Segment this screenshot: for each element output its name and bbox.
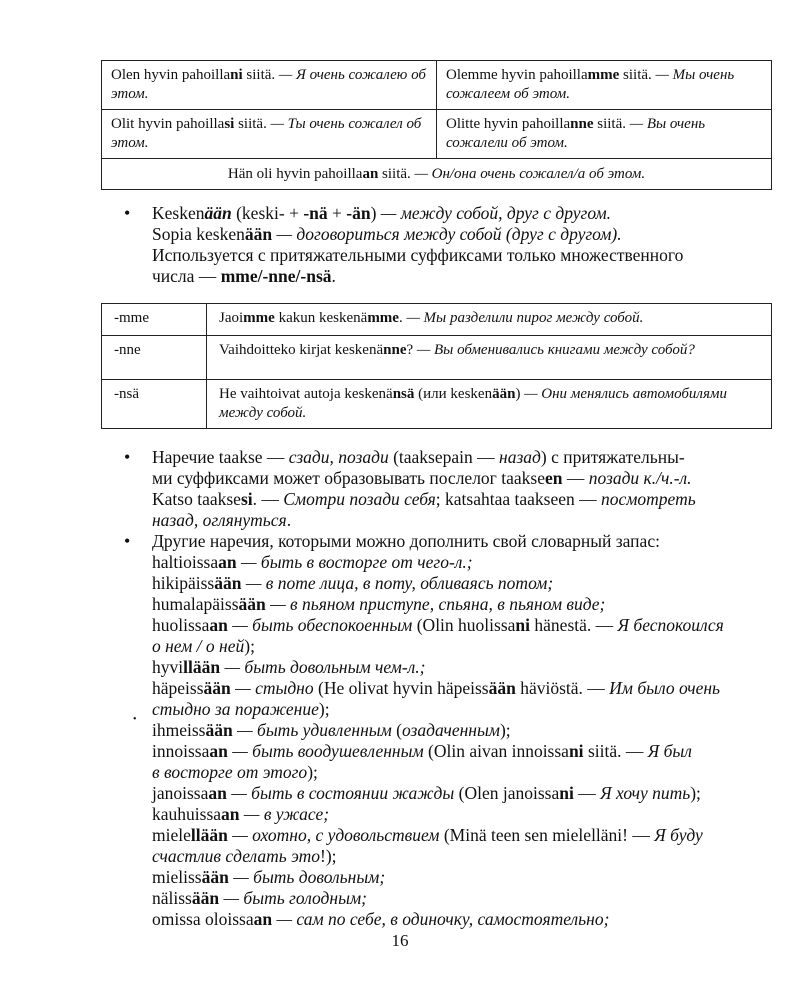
list-item: hyvillään — быть довольным чем-л.; (152, 657, 426, 677)
list-item: humalapäissään — в пьяном приступе, спьяна, в пьяном виде; (152, 594, 606, 614)
bullet-icon: • (124, 447, 131, 467)
example-cell: He vaihtoivat autoja keskenänsä (или keskenään) — Они менялись автомобилями между собой. (207, 380, 772, 429)
text-line: назад, оглянуться. (152, 510, 292, 530)
example-cell: Jaoimme kakun keskenämme. — Мы разделили пирог между собой. (207, 304, 772, 336)
text-line: Используется с притяжательными суффиксами только множественного (152, 245, 684, 265)
list-item: omissa oloissaan — сам по себе, в одиночку, самостоятельно; (152, 909, 610, 929)
list-item: haltioissaan — быть в восторге от чего-л.; (152, 552, 473, 572)
example-cell: Vaihdoitteko kirjat keskenänne? — Вы обменивались книгами между собой? (207, 336, 772, 380)
adverbs-section (124, 531, 787, 930)
text-line: Наречие taakse — сзади, позади (taaksepain — назад) с притяжательны- (152, 447, 685, 467)
list-item: ihmeissään — быть удивленным (озадаченным); (152, 720, 511, 740)
text-line: счастлив сделать это!); (152, 846, 337, 866)
table-cell: Olit hyvin pahoillasi siitä. — Ты очень сожалел об этом. (102, 110, 437, 159)
list-item: häpeissään — стыдно (He olivat hyvin häpeissään häviöstä. — Им было очень (152, 678, 721, 698)
text-line: в восторге от этого); (152, 762, 318, 782)
suffix-cell: -nsä (102, 380, 207, 429)
page-number: 16 (391, 931, 409, 950)
text-line: ми суффиксами может образовывать послелог taakseen — позади к./ч.-л. (152, 468, 692, 488)
text-line: о нем / о ней); (152, 636, 255, 656)
list-item: mielellään — охотно, с удовольствием (Minä teen sen mielelläni! — Я буду (152, 825, 703, 845)
list-item: janoissaan — быть в состоянии жажды (Olen janoissani — Я хочу пить); (152, 783, 701, 803)
text-line: Keskenään (keski- + -nä + -än) — между собой, друг с другом. (152, 203, 611, 223)
list-item: nälissään — быть голодным; (152, 888, 367, 908)
list-item: kauhuissaan — в ужасе; (152, 804, 330, 824)
list-item: innoissaan — быть воодушевленным (Olin aivan innoissani siitä. — Я был (152, 741, 692, 761)
suffix-cell: -nne (102, 336, 207, 380)
text-line: стыдно за поражение); (152, 699, 330, 719)
possessive-table (101, 60, 772, 190)
table-cell: Olen hyvin pahoillani siitä. — Я очень сожалею об этом. (102, 61, 437, 110)
table-cell: Olemme hyvin pahoillamme siitä. — Мы очень сожалеем об этом. (437, 61, 772, 110)
table-cell: Olitte hyvin pahoillanne siitä. — Вы очень сожалели об этом. (437, 110, 772, 159)
suffix-cell: -mme (102, 304, 207, 336)
table-cell: Hän oli hyvin pahoillaan siitä. — Он/она очень сожалел/а об этом. (102, 159, 772, 190)
text-line: Другие наречия, которыми можно дополнить свой словарный запас: (152, 531, 660, 551)
list-item: mielissään — быть довольным; (152, 867, 386, 887)
bullet-icon: • (124, 203, 131, 223)
text-line: Katso taaksesi. — Смотри позади себя; katsahtaa taakseen — посмотреть (152, 489, 696, 509)
taakse-section (124, 447, 787, 531)
keskenaan-section (124, 203, 787, 287)
text-line: Sopia keskenään — договориться между собой (друг с другом). (152, 224, 622, 244)
list-item: hikipäissään — в поте лица, в поту, обливаясь потом; (152, 573, 554, 593)
text-line: числа — mme/-nne/-nsä. (152, 266, 336, 286)
suffix-table (101, 303, 772, 429)
stray-dot: • (133, 714, 137, 725)
list-item: huolissaan — быть обеспокоенным (Olin huolissani hänestä. — Я беспокоился (152, 615, 724, 635)
bullet-icon: • (124, 531, 131, 551)
